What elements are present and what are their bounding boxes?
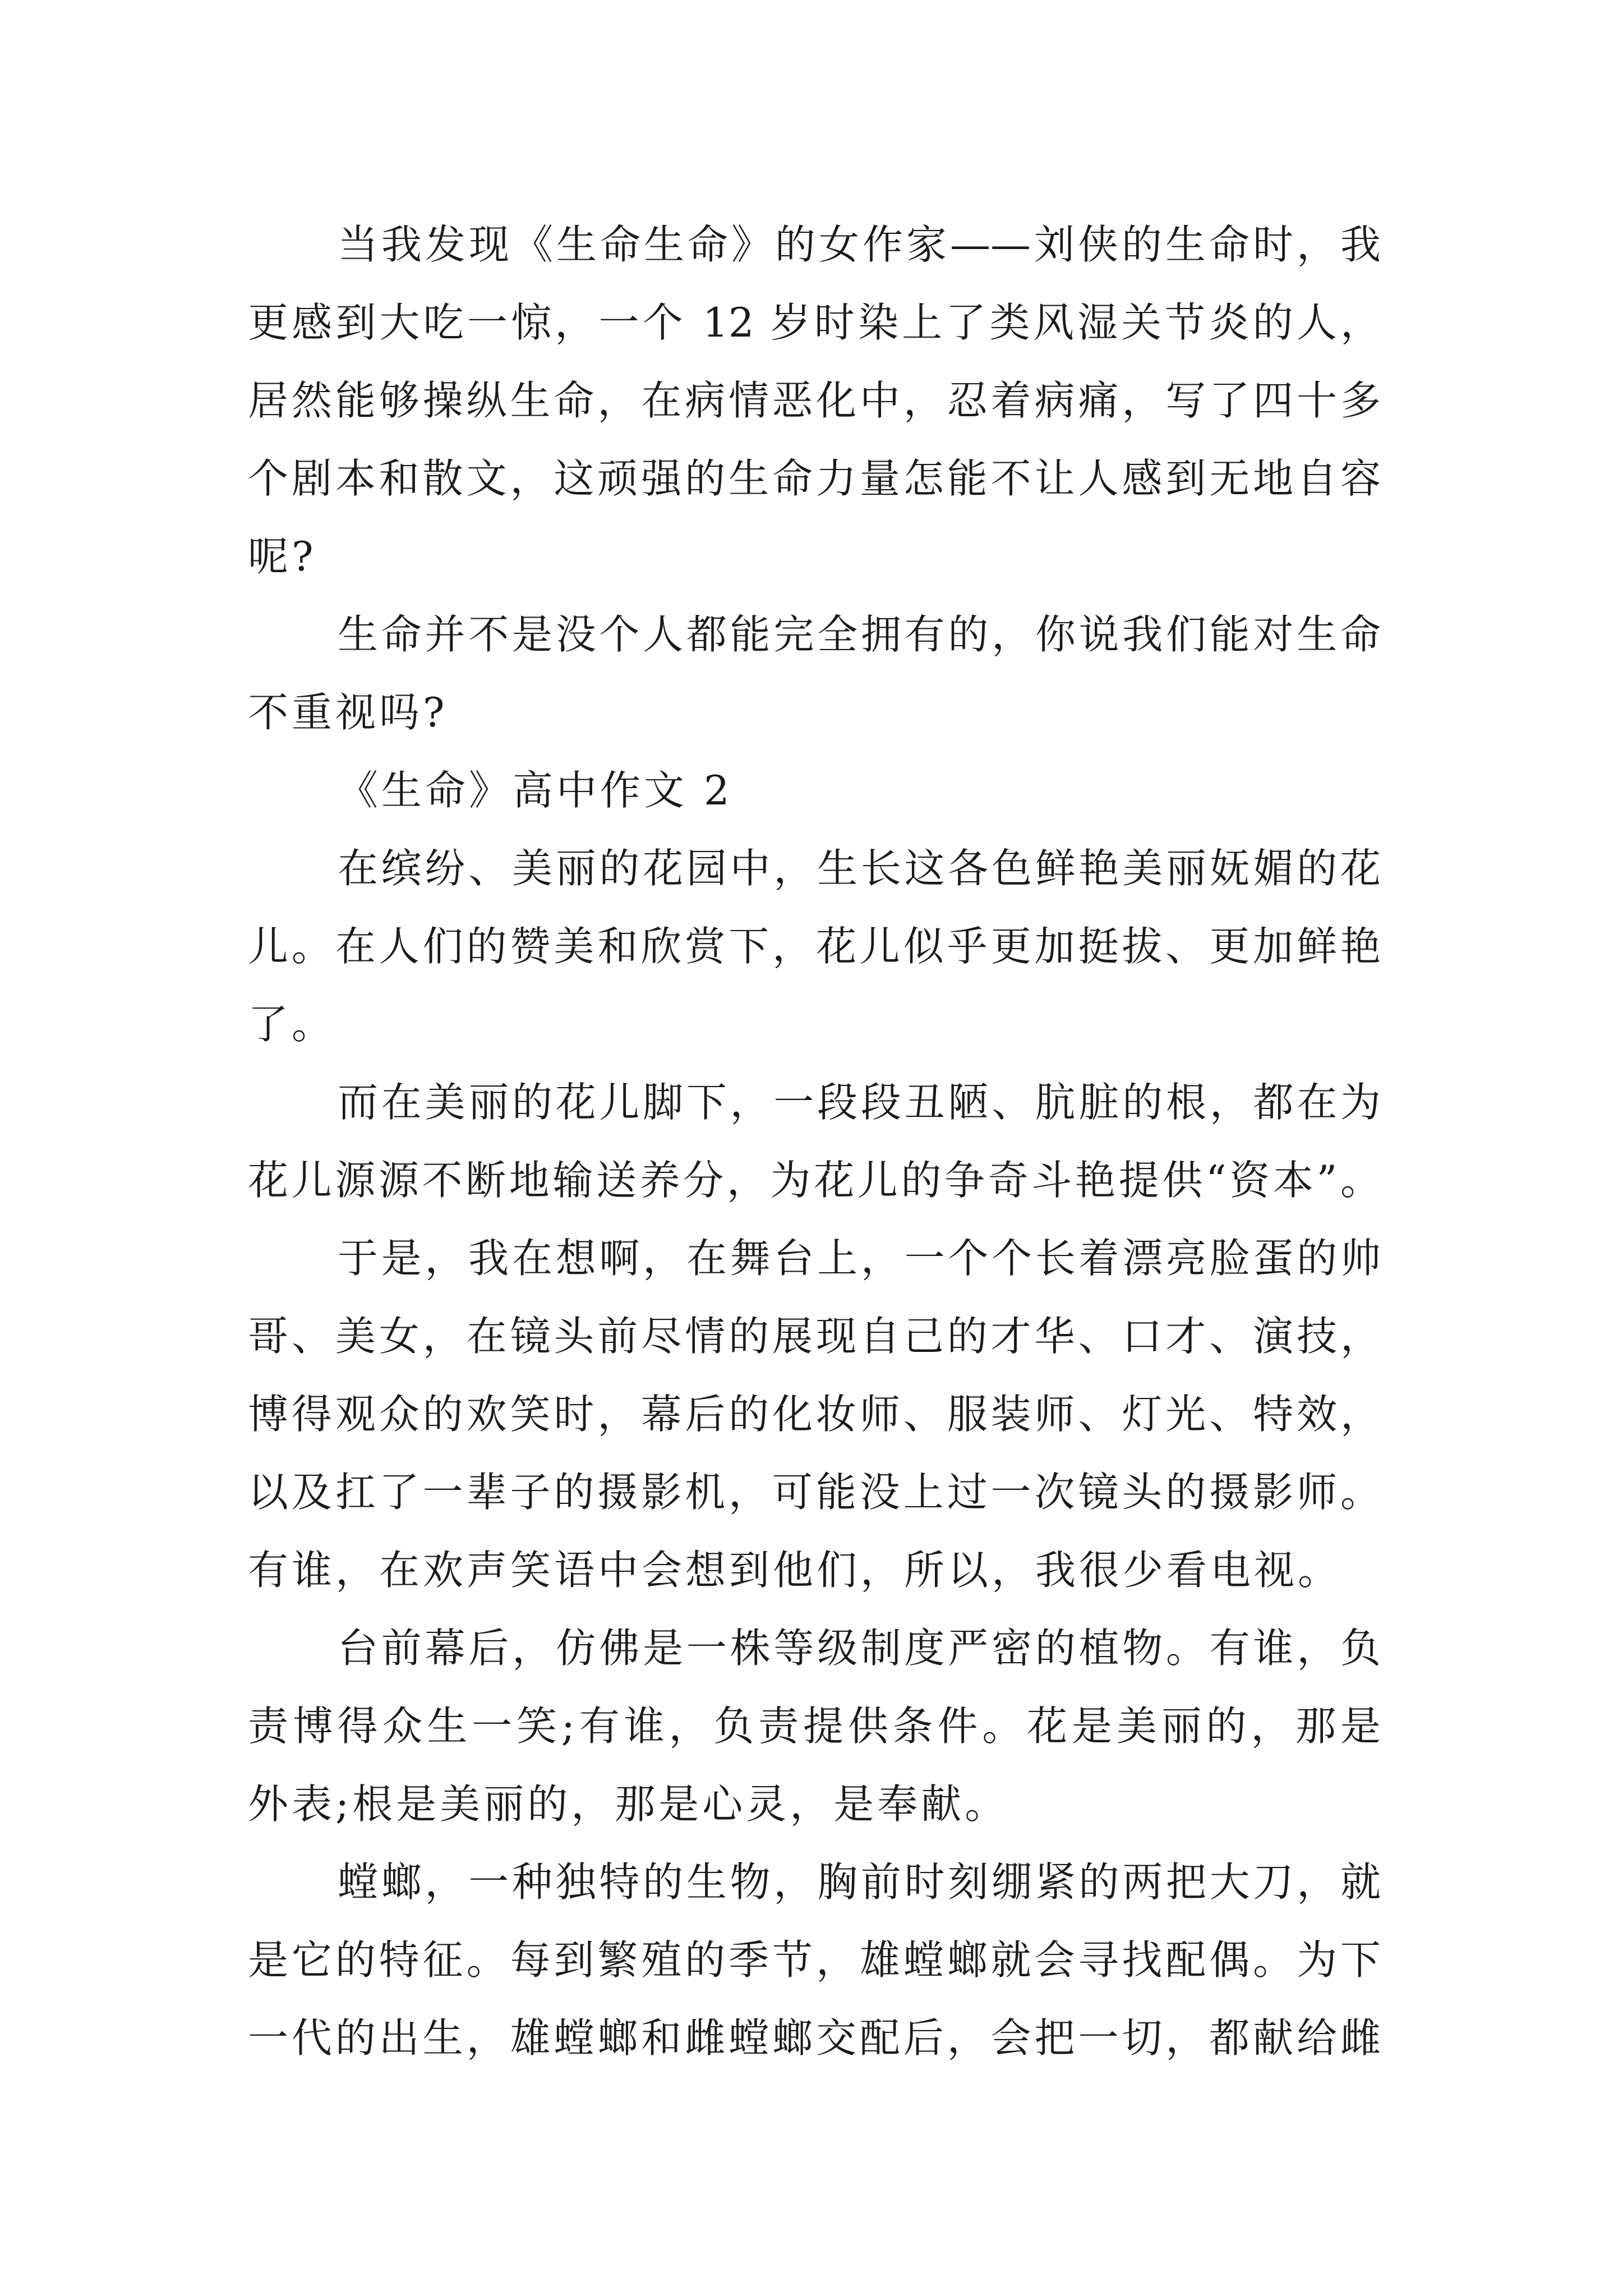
text-line: 哥、美女，在镜头前尽情的展现自己的才华、口才、演技， — [248, 1313, 1381, 1360]
text-line: 花儿源源不断地输送养分，为花儿的争奇斗艳提供“资本”。 — [248, 1157, 1381, 1204]
text-line: 了。 — [248, 1001, 336, 1048]
text-line: 而在美丽的花儿脚下，一段段丑陋、肮脏的根，都在为 — [338, 1079, 1381, 1126]
text-line: 是它的特征。每到繁殖的季节，雄螳螂就会寻找配偶。为下 — [248, 1936, 1381, 1984]
text-line: 螳螂，一种独特的生物，胸前时刻绷紧的两把大刀，就 — [338, 1858, 1381, 1906]
text-line: 责博得众生一笑;有谁，负责提供条件。花是美丽的，那是 — [248, 1703, 1381, 1750]
section-heading: 《生命》高中作文 2 — [338, 767, 733, 814]
text-line: 个剧本和散文，这顽强的生命力量怎能不让人感到无地自容 — [248, 455, 1381, 502]
text-line: 在缤纷、美丽的花园中，生长这各色鲜艳美丽妩媚的花 — [338, 845, 1381, 892]
text-line: 呢? — [248, 533, 317, 580]
text-line: 以及扛了一辈子的摄影机，可能没上过一次镜头的摄影师。 — [248, 1469, 1381, 1516]
text-line: 生命并不是没个人都能完全拥有的，你说我们能对生命 — [338, 611, 1381, 658]
text-line: 台前幕后，仿佛是一株等级制度严密的植物。有谁，负 — [338, 1625, 1381, 1672]
text-line: 于是，我在想啊，在舞台上，一个个长着漂亮脸蛋的帅 — [338, 1235, 1381, 1282]
text-line: 外表;根是美丽的，那是心灵，是奉献。 — [248, 1780, 1009, 1828]
text-line: 居然能够操纵生命，在病情恶化中，忍着病痛，写了四十多 — [248, 377, 1381, 424]
text-line: 儿。在人们的赞美和欣赏下，花儿似乎更加挺拔、更加鲜艳 — [248, 923, 1381, 970]
text-line: 有谁，在欢声笑语中会想到他们，所以，我很少看电视。 — [248, 1547, 1342, 1594]
text-line: 博得观众的欢笑时，幕后的化妆师、服装师、灯光、特效， — [248, 1391, 1381, 1438]
text-line: 一代的出生，雄螳螂和雌螳螂交配后，会把一切，都献给雌 — [248, 2014, 1381, 2062]
text-line: 更感到大吃一惊，一个 12 岁时染上了类风湿关节炎的人， — [248, 299, 1381, 346]
text-line: 当我发现《生命生命》的女作家——刘侠的生命时，我 — [338, 221, 1381, 268]
text-line: 不重视吗? — [248, 689, 448, 736]
